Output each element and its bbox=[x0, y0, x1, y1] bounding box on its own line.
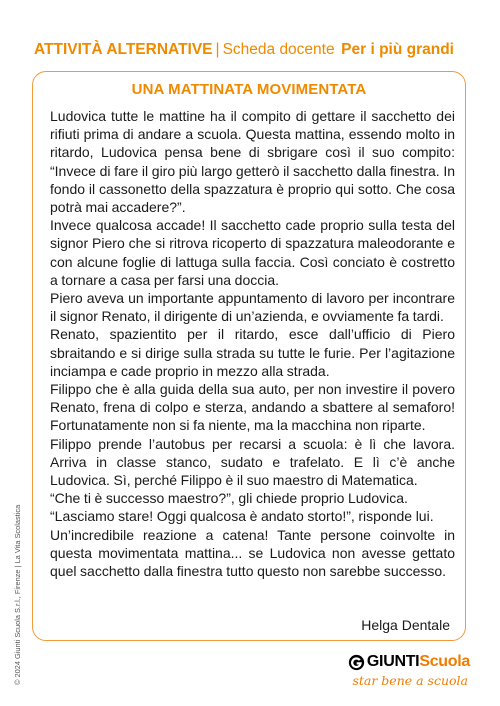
story-paragraph: Invece qualcosa accade! Il sacchetto cade proprio sulla testa del signor Piero che si ritrova ricoperto di spazzatura maleodorante e con alcune foglie di lattuga sulla faccia. Così conciato è costretto a tornare a casa per farsi una doccia. bbox=[50, 217, 455, 288]
brand-logo bbox=[320, 653, 470, 695]
giunti-logo-icon bbox=[348, 654, 365, 671]
story-paragraph: Piero aveva un importante appuntamento di lavoro per incontrare il signor Renato, il dirigente di un’azienda, e ovviamente fa tardi. bbox=[50, 290, 455, 325]
story-paragraph: “Che ti è successo maestro?”, gli chiede proprio Ludovica. bbox=[50, 490, 408, 507]
brand-tagline: star bene a scuola bbox=[352, 673, 468, 688]
header-separator: | bbox=[215, 41, 220, 58]
story-paragraph: Un’incredibile reazione a catena! Tante persone coinvolte in questa movimentata mattina... se Ludovica non avesse gettato quel sacchetto dalla finestra tutto questo non sarebbe successo. bbox=[50, 526, 455, 580]
story-body bbox=[50, 107, 455, 580]
section-label: ATTIVITÀ ALTERNATIVE bbox=[34, 41, 213, 58]
copyright-notice: © 2024 Giunti Scuola S.r.l., Firenze | La Vita Scolastica bbox=[13, 504, 22, 685]
brand-name-scuola: Scuola bbox=[419, 653, 470, 670]
page-header bbox=[34, 41, 454, 63]
story-paragraph: Filippo che è alla guida della sua auto, per non investire il povero Renato, frena di colpo e sterza, andando a sbattere al semaforo! Fortunatamente non si fa niente, ma la macchina non riparte. bbox=[50, 381, 455, 434]
story-title: UNA MATTINATA MOVIMENTATA bbox=[131, 81, 367, 98]
story-card bbox=[32, 71, 466, 641]
story-paragraph: Renato, spazientito per il ritardo, esce dall’ufficio di Piero sbraitando e si dirige sulla strada su tutte le furie. Per l’agitazione inciampa e cade proprio in mezzo alla strada. bbox=[50, 326, 455, 379]
story-author: Helga Dentale bbox=[361, 617, 450, 633]
story-paragraph: “Lasciamo stare! Oggi qualcosa è andato storto!”, risponde lui. bbox=[50, 508, 434, 525]
story-paragraph: Ludovica tutte le mattine ha il compito di gettare il sacchetto dei rifiuti prima di andare a scuola. Questa mattina, essendo molto in ritardo, Ludovica pensa bene di sbrigare così il suo compito: “Invece di fare il giro più largo getterò il sacchetto dalla finestra. In fondo il cassonetto della spazzatura è proprio qui sotto. Che cosa potrà mai accadere?”. bbox=[50, 108, 455, 216]
subsection-label: Scheda docente bbox=[222, 41, 335, 58]
grade-label: Per i più grandi bbox=[341, 41, 454, 58]
brand-name-giunti: GIUNTI bbox=[366, 653, 420, 670]
story-paragraph: Filippo prende l’autobus per recarsi a scuola: è lì che lavora. Arriva in classe stanco, sudato e trafelato. E lì c’è anche Ludovica. Sì, perché Filippo è il suo maestro di Matematica. bbox=[50, 435, 455, 489]
